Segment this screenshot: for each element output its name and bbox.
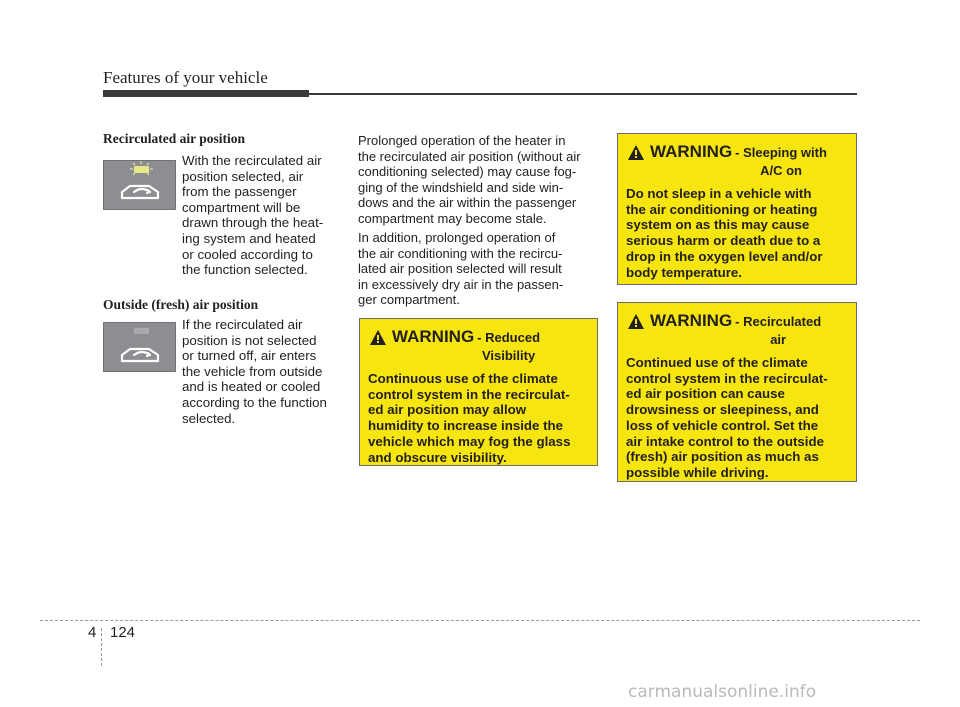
- warning-word: WARNING: [650, 311, 733, 330]
- warning-text: Continued use of the climate control system in the recirculat- ed air position can cause drowsiness or sleepiness, and loss of vehicle control. Set the air intake control to the outside (fresh) air position as much as possible while driving.: [626, 355, 828, 480]
- warning-box-recirculated-air: [617, 302, 857, 482]
- header-title: Features of your vehicle: [103, 68, 268, 87]
- warning-heading: [626, 311, 848, 349]
- watermark-text: carmanualsonline.info: [628, 682, 817, 702]
- outside-air-heading: Outside (fresh) air position: [103, 297, 259, 312]
- warning-triangle-icon: [628, 145, 644, 160]
- warning-triangle-icon: [370, 330, 386, 345]
- warning-subtitle: - Reduced: [477, 330, 541, 345]
- warning-word: WARNING: [650, 142, 733, 161]
- warning-text: Do not sleep in a vehicle with the air conditioning or heating system on as this may cause serious harm or death due to a drop in the oxygen level and/or body temperature.: [626, 186, 823, 280]
- header-rule-thick: [103, 90, 309, 97]
- recirc-line: With the recirculated air position selected, air from the passenger compartment will be drawn through the heat- ing system and heated or cooled according to the function selected.: [182, 153, 324, 278]
- warning-word: WARNING: [392, 327, 475, 346]
- warning-heading: [626, 142, 848, 180]
- footer-dashed-rule: [40, 620, 920, 621]
- warning-triangle-icon: [628, 314, 644, 329]
- middle-paragraph-2: In addition, prolonged operation of the air conditioning with the recircu- lated air position selected will result in excessively dry air in the passen- ger compartment.: [358, 230, 564, 308]
- warning-text: Continuous use of the climate control system in the recirculat- ed air position may allow humidity to increase inside the vehicle which may fog the glass and obscure visibility.: [368, 371, 571, 465]
- recirculated-air-text: [182, 153, 339, 278]
- footer-dashed-divider: [101, 628, 102, 666]
- header-rule-thin: [309, 93, 857, 95]
- outside-air-text: If the recirculated air position is not selected or turned off, air enters the vehicle from outside and is heated or cooled according to the function selected.: [182, 317, 327, 426]
- recirculated-air-button-icon: [103, 160, 176, 210]
- middle-paragraph-1: Prolonged operation of the heater in the recirculated air position (without air conditioning selected) may cause fog- ging of the windshield and side win- dows and the air within the passenger compartment may become stale.: [358, 133, 581, 226]
- recirculated-air-heading: Recirculated air position: [103, 131, 245, 146]
- warning-subtitle: - Recirculated: [735, 314, 822, 329]
- warning-subtitle-2: A/C on: [760, 163, 802, 178]
- warning-heading: [368, 327, 589, 365]
- footer-chapter-number: 4: [88, 624, 97, 641]
- footer-page-number: 124: [110, 624, 136, 641]
- warning-subtitle-2: air: [770, 332, 787, 347]
- warning-box-reduced-visibility: [359, 318, 598, 466]
- warning-subtitle: - Sleeping with: [735, 145, 827, 160]
- outside-air-button-icon: [103, 322, 176, 372]
- warning-subtitle-2: Visibility: [481, 348, 536, 363]
- warning-box-sleeping: [617, 133, 857, 285]
